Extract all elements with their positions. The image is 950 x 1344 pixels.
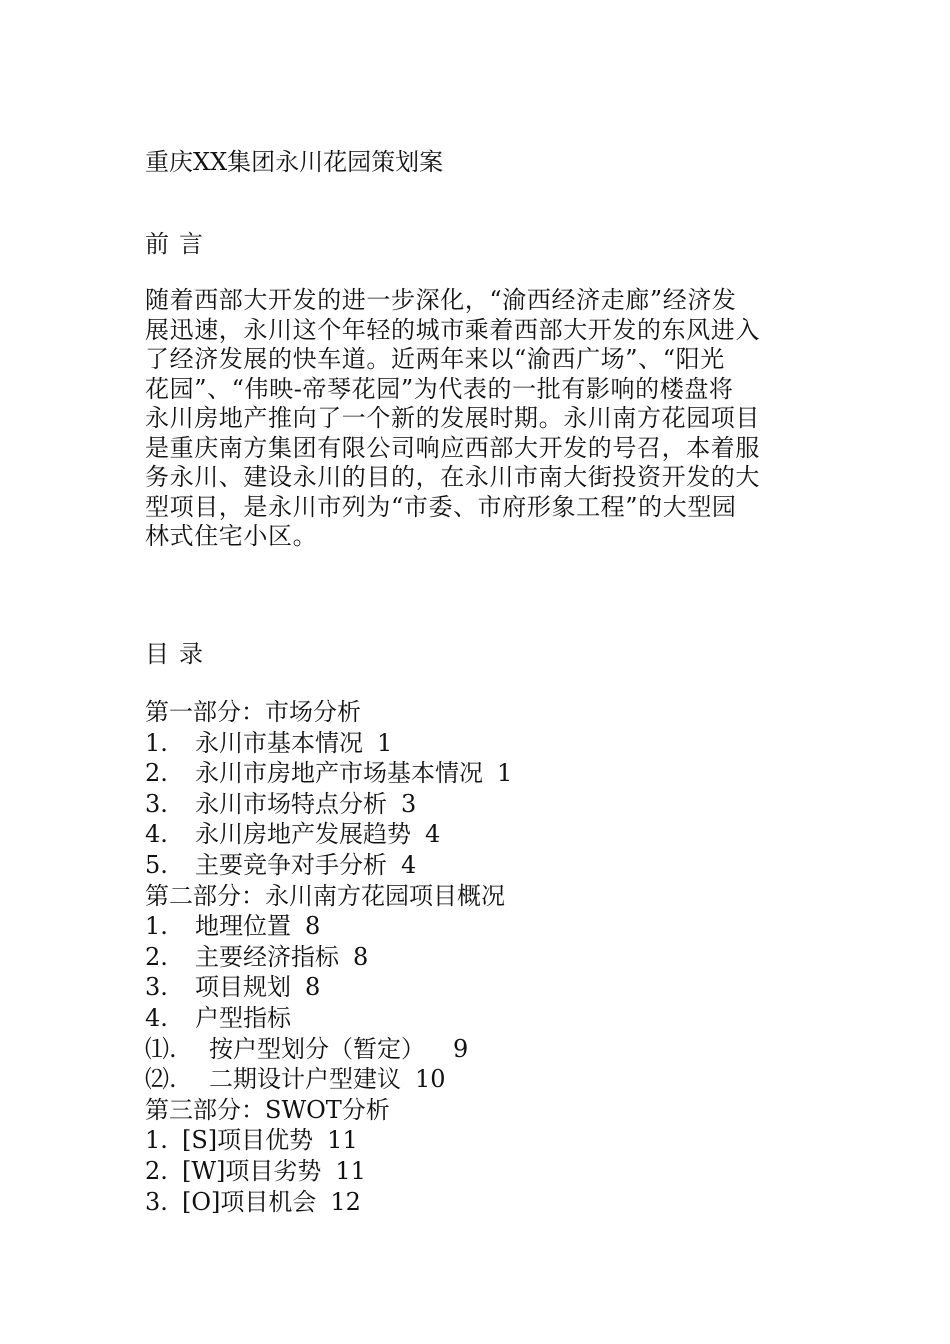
toc-page-number: 8 xyxy=(353,942,369,971)
toc-entry-number: ⑵. xyxy=(145,1065,177,1094)
preface-line: 展迅速，永川这个年轻的城市乘着西部大开发的东风进入 xyxy=(145,315,760,344)
toc-entry xyxy=(145,911,805,942)
toc-entry xyxy=(145,789,805,820)
toc-page-number: 11 xyxy=(327,1126,358,1155)
preface-line: 是重庆南方集团有限公司响应西部大开发的号召，本着服 xyxy=(145,433,760,462)
toc-entry xyxy=(145,728,805,759)
preface-line: 随着西部大开发的进一步深化，“渝西经济走廊”经济发 xyxy=(145,286,737,314)
toc-entry-label: [S]项目优势 xyxy=(182,1126,314,1155)
toc-page-number: 8 xyxy=(305,912,321,941)
toc-heading: 目录 xyxy=(145,640,213,668)
toc-entry-number: 3. xyxy=(145,1187,168,1216)
toc-page-number: 9 xyxy=(453,1034,469,1063)
preface-line: 林式住宅小区。 xyxy=(145,522,318,550)
toc-entry-number: 1. xyxy=(145,728,168,757)
toc-entry-number: 3. xyxy=(145,973,168,1002)
toc-entry-label: [W]项目劣势 xyxy=(182,1156,322,1185)
toc-page-number: 12 xyxy=(330,1187,361,1216)
toc-entry-label: 项目规划 xyxy=(195,973,291,1002)
toc-entry-label: 永川市场特点分析 xyxy=(195,789,387,818)
toc-entry-label: 永川房地产发展趋势 xyxy=(195,820,411,849)
toc-entry-number: 3. xyxy=(145,789,168,818)
preface-line: 永川房地产推向了一个新的发展时期。永川南方花园项目 xyxy=(145,404,760,432)
toc-entry xyxy=(145,972,805,1003)
toc-entry-label: 地理位置 xyxy=(195,912,291,941)
toc-entry-number: 4. xyxy=(145,1003,168,1032)
toc-entry xyxy=(145,758,805,789)
toc-section-label: 第一部分：市场分析 xyxy=(145,698,361,726)
toc-page-number: 4 xyxy=(425,820,441,849)
toc-entry-number: 5. xyxy=(145,850,168,879)
toc-entry-number: 1. xyxy=(145,1126,168,1155)
toc-section-heading xyxy=(145,881,805,912)
toc-page-number: 1 xyxy=(377,728,393,757)
toc-entry-label: 永川市房地产市场基本情况 xyxy=(195,759,483,788)
toc-entry-label: 主要经济指标 xyxy=(195,942,339,971)
toc-entry xyxy=(145,1125,805,1156)
toc-entry xyxy=(145,1003,805,1034)
toc-entry-number: 2. xyxy=(145,942,168,971)
toc-section-heading xyxy=(145,1095,805,1126)
toc-page-number: 1 xyxy=(497,759,513,788)
toc-entry xyxy=(145,942,805,973)
toc-entry xyxy=(145,1156,805,1187)
toc-page-number: 8 xyxy=(305,973,321,1002)
toc-section-label: 第二部分：永川南方花园项目概况 xyxy=(145,881,505,910)
toc-page-number: 4 xyxy=(401,850,417,879)
toc-section-heading xyxy=(145,697,805,728)
toc-entry xyxy=(145,1064,805,1095)
preface-line: 了经济发展的快车道。近两年来以“渝西广场”、“阳光 xyxy=(145,345,725,373)
toc-entry-label: 二期设计户型建议 xyxy=(209,1065,401,1094)
preface-paragraph xyxy=(145,286,795,552)
toc-section-label: 第三部分：SWOT分析 xyxy=(145,1095,390,1124)
toc-entry-number: ⑴. xyxy=(145,1034,177,1063)
toc-entry-label: [O]项目机会 xyxy=(182,1187,317,1216)
toc-entry-label: 按户型划分（暂定） xyxy=(209,1034,425,1063)
preface-line: 务永川、建设永川的目的，在永川市南大街投资开发的大 xyxy=(145,463,760,491)
toc-entry xyxy=(145,850,805,881)
preface-line: 花园”、“伟映-帝琴花园”为代表的一批有影响的楼盘将 xyxy=(145,374,734,403)
toc-entry-number: 2. xyxy=(145,1156,168,1185)
toc-entry-label: 主要竞争对手分析 xyxy=(195,850,387,879)
table-of-contents xyxy=(145,697,805,1217)
toc-entry-number: 1. xyxy=(145,912,168,941)
document-title: 重庆XX集团永川花园策划案 xyxy=(145,148,444,176)
toc-entry xyxy=(145,819,805,850)
toc-page-number: 11 xyxy=(335,1156,366,1185)
preface-heading: 前言 xyxy=(145,230,213,258)
preface-line: 型项目，是永川市列为“市委、市府形象工程”的大型园 xyxy=(145,492,737,521)
toc-page-number: 3 xyxy=(401,789,417,818)
toc-entry-label: 户型指标 xyxy=(195,1003,291,1032)
toc-entry xyxy=(145,1034,805,1065)
toc-entry-number: 2. xyxy=(145,759,168,788)
toc-entry-label: 永川市基本情况 xyxy=(195,728,363,757)
toc-entry xyxy=(145,1187,805,1218)
toc-entry-number: 4. xyxy=(145,820,168,849)
toc-page-number: 10 xyxy=(415,1065,446,1094)
